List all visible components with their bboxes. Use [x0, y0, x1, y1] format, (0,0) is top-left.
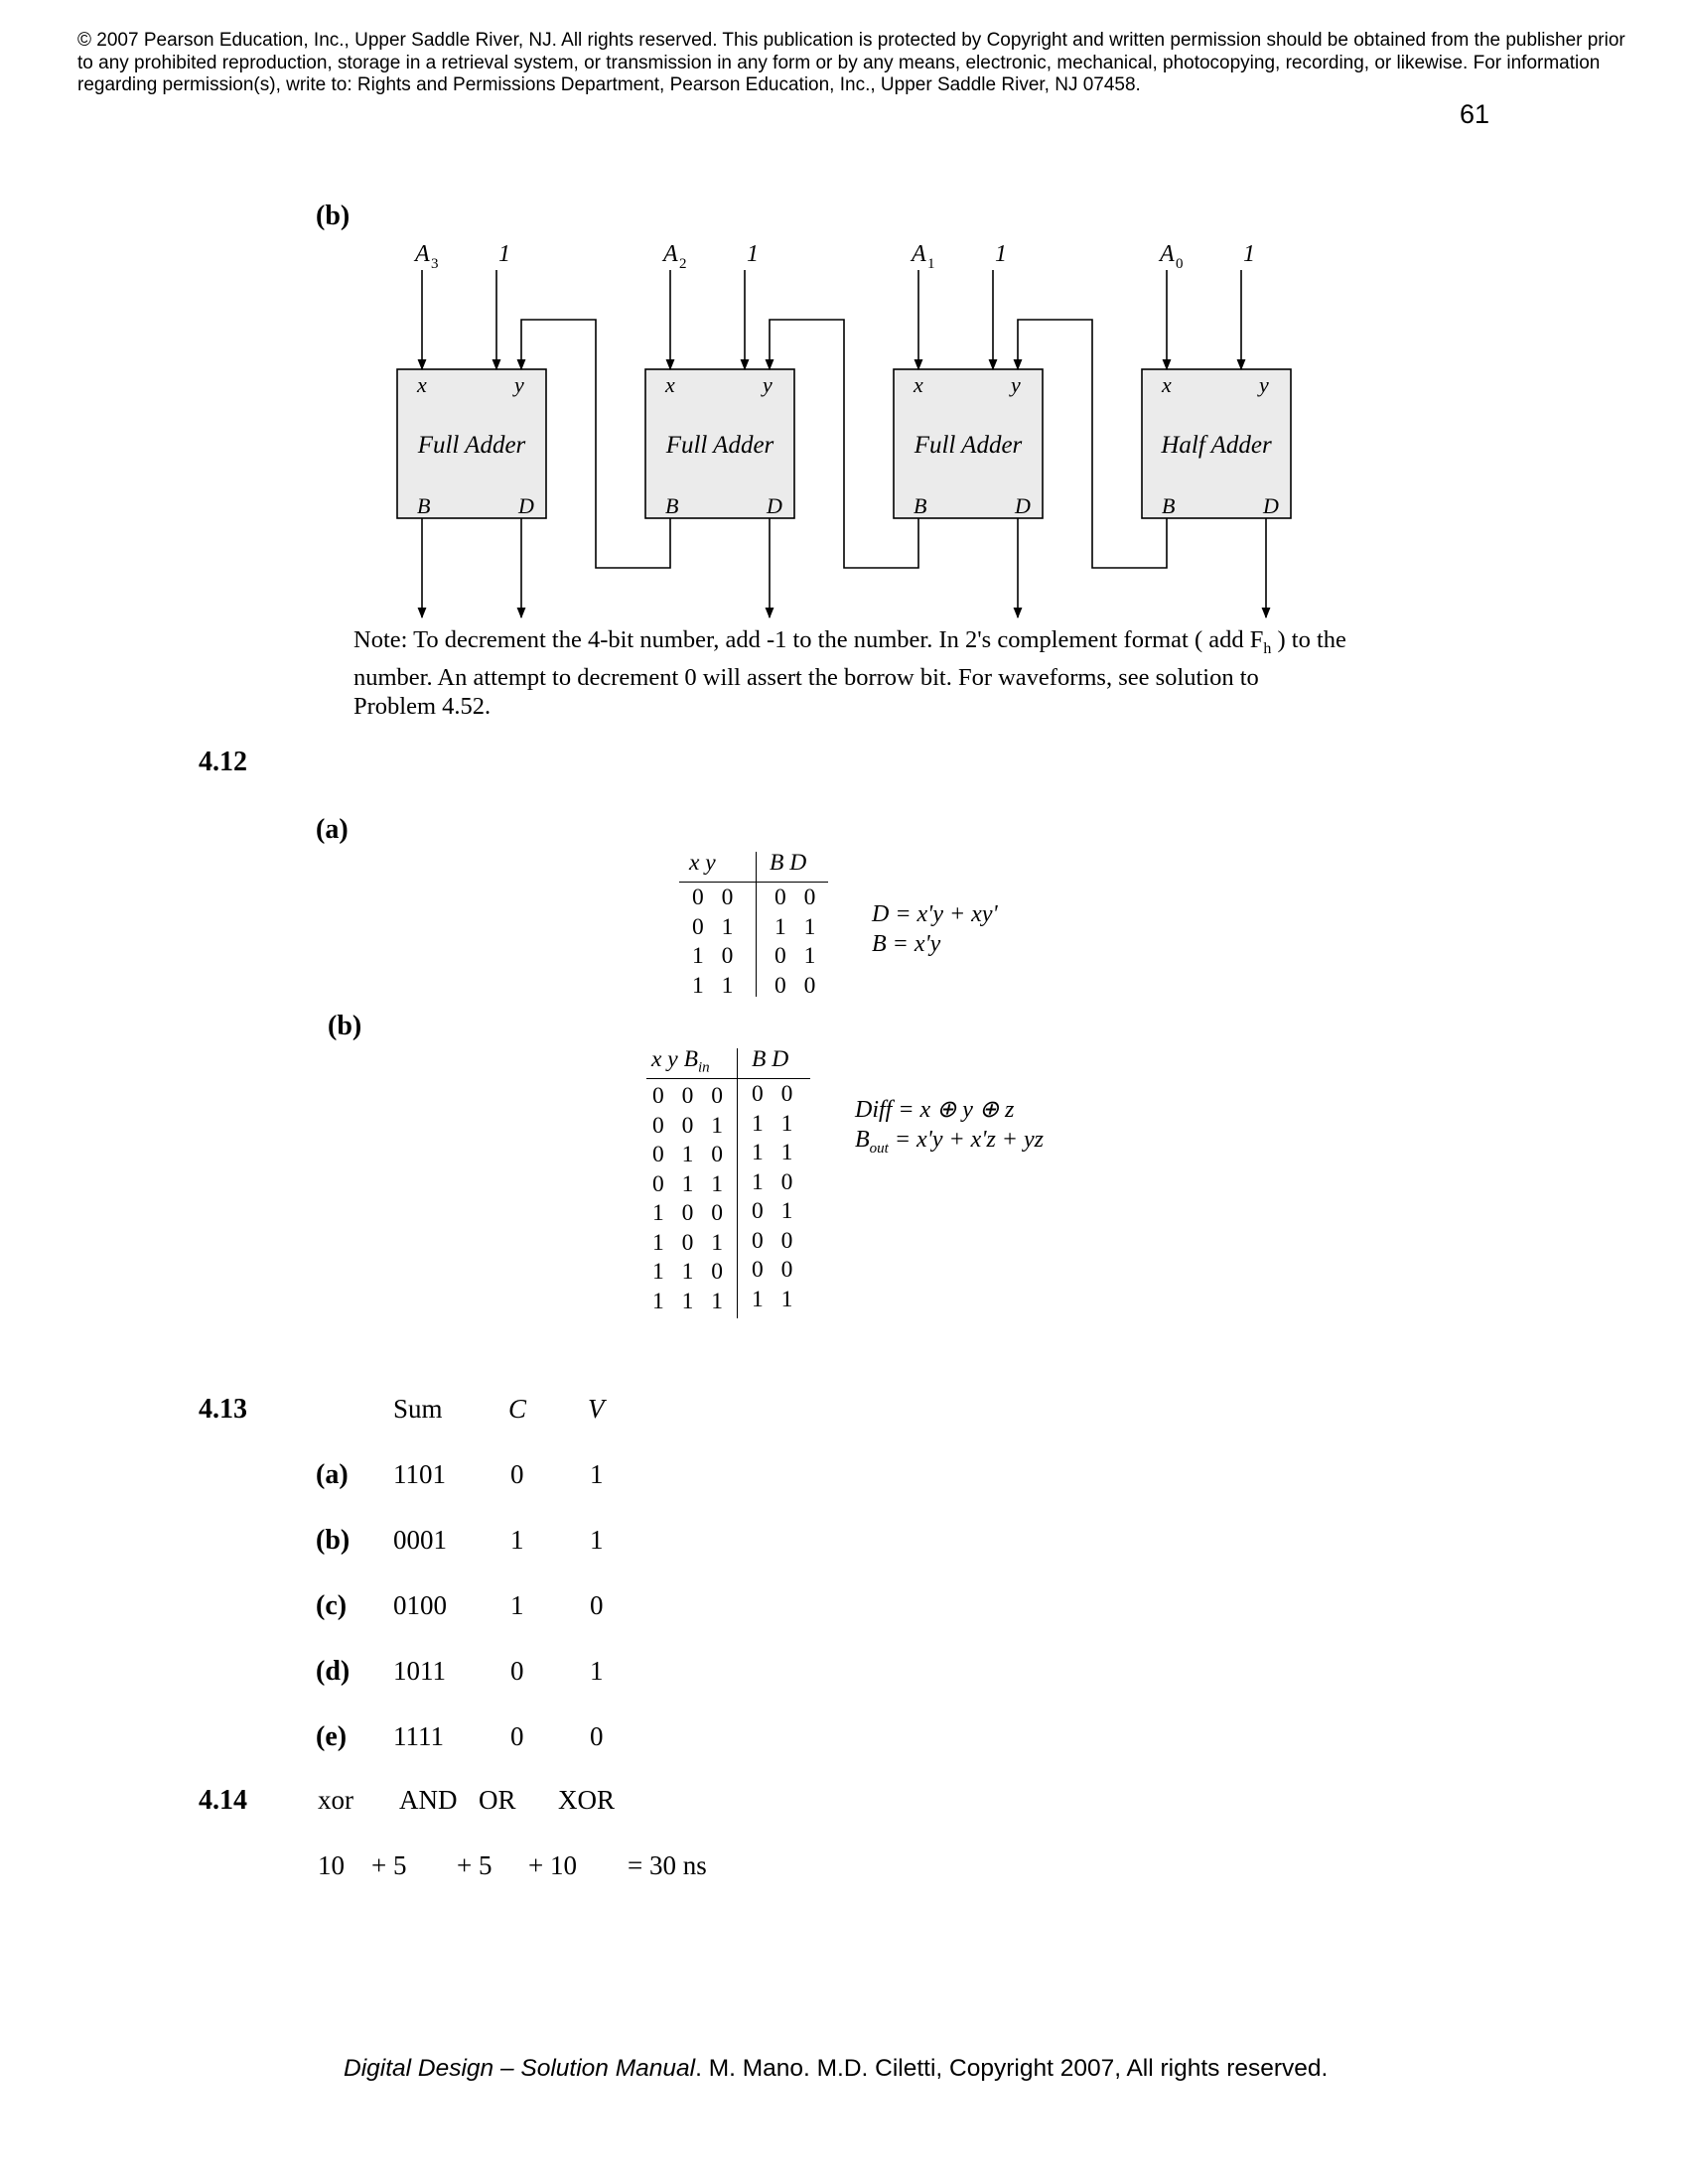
input-one-label-3: 1	[1243, 241, 1255, 267]
delay-term-2: + 5	[371, 1850, 407, 1880]
table-b-input-row-1: 0 0 1	[652, 1112, 729, 1139]
table-b-output-row-4: 0 1	[752, 1198, 799, 1224]
table-b-header-inputs-main: x y B	[651, 1046, 698, 1072]
copyright-notice: © 2007 Pearson Education, Inc., Upper Saddle River, NJ. All rights reserved. This publication is protected by Copyright and written permission should be obtained from the publisher prior to any prohibited reproduction, storage in a retrieval system, or transmission in any form or by any means, electronic, mechanical, photocopying, recording, or likewise. For information regarding permission(s), write to: Rights and Permissions Department, Pearson Education, Inc., Upper Saddle River, NJ 07458.	[77, 30, 1625, 95]
table-a-input-row-0: 0 0	[692, 885, 740, 910]
input-a-label-3: A	[1160, 241, 1175, 267]
adder-name-3: Half Adder	[1161, 432, 1272, 459]
adder-name-1: Full Adder	[665, 432, 774, 459]
table-a-inputs	[692, 884, 739, 1001]
row-c-2: 1	[510, 1590, 524, 1620]
problem-number-4-13: 4.13	[199, 1394, 247, 1425]
table-b-output-row-1: 1 1	[752, 1110, 799, 1137]
row-label-0: (a)	[316, 1459, 349, 1490]
table-b-header-inputs-sub: in	[697, 1059, 710, 1076]
input-a-sub-2: 1	[927, 256, 935, 272]
input-a-sub-3: 0	[1176, 256, 1184, 272]
row-c-4: 0	[510, 1721, 524, 1751]
problem-number-4-12: 4.12	[199, 747, 247, 777]
table-a-output-row-2: 0 1	[774, 943, 822, 969]
row-sum-4: 1111	[393, 1721, 444, 1751]
col-header-v: V	[588, 1394, 605, 1424]
input-a-sub-1: 2	[679, 256, 687, 272]
adder-name-2: Full Adder	[914, 432, 1023, 459]
row-v-3: 1	[590, 1656, 604, 1686]
input-a-label-2: A	[912, 241, 926, 267]
port-y-0: y	[514, 372, 524, 397]
port-x-3: x	[1162, 372, 1172, 397]
note-subscript: h	[1263, 639, 1272, 657]
row-sum-1: 0001	[393, 1525, 447, 1555]
problem-4-12-b-label: (b)	[328, 1011, 362, 1041]
row-c-3: 0	[510, 1656, 524, 1686]
row-label-4: (e)	[316, 1721, 348, 1752]
table-a-header-rule	[679, 882, 828, 883]
port-x-1: x	[665, 372, 675, 397]
table-b-input-row-5: 1 0 1	[652, 1229, 729, 1256]
row-sum-2: 0100	[393, 1590, 447, 1620]
port-b-2: B	[914, 493, 927, 518]
input-one-label-2: 1	[995, 241, 1007, 267]
row-c-1: 1	[510, 1525, 524, 1555]
table-b-output-row-6: 0 0	[752, 1257, 799, 1283]
table-b-input-row-7: 1 1 1	[652, 1288, 729, 1314]
note-text-1: Note: To decrement the 4-bit number, add -1 to the number. In 2's complement format ( add F	[353, 626, 1264, 653]
port-y-3: y	[1259, 372, 1269, 397]
table-b-input-row-2: 0 1 0	[652, 1142, 729, 1167]
table-b-output-row-5: 0 0	[752, 1227, 799, 1254]
table-b-header-outputs: B D	[752, 1046, 789, 1072]
table-b-input-row-3: 0 1 1	[652, 1170, 729, 1197]
port-x-2: x	[914, 372, 923, 397]
input-one-label-1: 1	[747, 241, 759, 267]
port-x-0: x	[417, 372, 427, 397]
page-number: 61	[1460, 99, 1490, 129]
row-label-2: (c)	[316, 1590, 348, 1621]
table-b-header-rule	[646, 1078, 810, 1079]
row-label-3: (d)	[316, 1656, 351, 1687]
table-a-output-row-3: 0 0	[774, 972, 822, 999]
row-c-0: 0	[510, 1459, 524, 1489]
delay-term-1: 10	[318, 1850, 345, 1880]
table-b-outputs	[752, 1080, 798, 1314]
gate-label-xor-2: XOR	[558, 1785, 616, 1815]
problem-number-4-14: 4.14	[199, 1785, 247, 1816]
equation-diff: Diff = x ⊕ y ⊕ z	[855, 1097, 1015, 1123]
table-b-divider	[737, 1048, 738, 1318]
equation-bout-b: B	[855, 1127, 870, 1153]
table-a-output-row-1: 1 1	[774, 913, 822, 940]
col-header-sum: Sum	[393, 1394, 443, 1424]
gate-label-and: AND	[399, 1785, 458, 1815]
part-b-label: (b)	[316, 201, 351, 231]
input-a-sub-0: 3	[431, 256, 439, 272]
row-v-0: 1	[590, 1459, 604, 1489]
equation-d: D = x'y + xy'	[872, 901, 998, 927]
input-a-label-1: A	[663, 241, 678, 267]
input-a-label-0: A	[415, 241, 430, 267]
port-d-0: D	[518, 493, 534, 518]
row-v-2: 0	[590, 1590, 604, 1620]
adder-name-0: Full Adder	[417, 432, 526, 459]
table-a-input-row-3: 1 1	[692, 972, 740, 999]
delay-total: = 30 ns	[628, 1850, 707, 1880]
port-d-1: D	[767, 493, 782, 518]
footer	[344, 2055, 1328, 2083]
decrement-note	[353, 625, 1346, 721]
table-b-input-row-0: 0 0 0	[652, 1083, 729, 1109]
table-a-output-row-0: 0 0	[774, 885, 822, 910]
port-b-1: B	[665, 493, 679, 518]
input-one-label-0: 1	[498, 241, 510, 267]
note-text-2: ) to	[1271, 626, 1311, 653]
gate-label-xor: xor	[318, 1785, 353, 1815]
port-d-3: D	[1263, 493, 1279, 518]
table-b-header-inputs	[651, 1046, 710, 1077]
equation-b: B = x'y	[872, 931, 941, 957]
equation-bout	[855, 1125, 1044, 1163]
table-b-inputs	[652, 1082, 729, 1316]
table-a-input-row-1: 0 1	[692, 913, 740, 940]
row-sum-0: 1101	[393, 1459, 446, 1489]
port-y-1: y	[763, 372, 773, 397]
row-label-1: (b)	[316, 1525, 351, 1556]
footer-title: Digital Design – Solution Manual	[344, 2055, 696, 2082]
table-b-output-row-2: 1 1	[752, 1140, 799, 1165]
table-a-input-row-2: 1 0	[692, 943, 740, 969]
port-b-3: B	[1162, 493, 1176, 518]
table-b-output-row-3: 1 0	[752, 1168, 799, 1195]
port-d-2: D	[1015, 493, 1031, 518]
col-header-c: C	[508, 1394, 527, 1424]
table-a-divider	[756, 852, 757, 997]
gate-label-or: OR	[479, 1785, 516, 1815]
decrementer-circuit-diagram	[0, 0, 1688, 695]
table-b-input-row-4: 1 0 0	[652, 1200, 729, 1226]
port-y-2: y	[1011, 372, 1021, 397]
delay-term-3: + 5	[457, 1850, 492, 1880]
equation-bout-rest: = x'y + x'z + yz	[888, 1127, 1044, 1153]
table-b-output-row-7: 1 1	[752, 1286, 799, 1312]
note-text-3: the number. An attempt to decrement 0 will assert the borrow bit. For waveforms, see solution to Problem 4.52.	[353, 626, 1346, 720]
problem-4-12-a-label: (a)	[316, 814, 349, 845]
table-b-input-row-6: 1 1 0	[652, 1259, 729, 1285]
equation-bout-sub: out	[869, 1140, 889, 1157]
footer-rest: . M. Mano. M.D. Ciletti, Copyright 2007, All rights reserved.	[695, 2055, 1329, 2082]
table-b-output-row-0: 0 0	[752, 1081, 799, 1107]
port-b-0: B	[417, 493, 431, 518]
table-a-header-inputs: x y	[689, 850, 716, 876]
table-a-header-outputs: B D	[770, 850, 807, 876]
row-v-4: 0	[590, 1721, 604, 1751]
row-sum-3: 1011	[393, 1656, 446, 1686]
row-v-1: 1	[590, 1525, 604, 1555]
table-a-outputs	[774, 884, 821, 1001]
delay-term-4: + 10	[528, 1850, 577, 1880]
